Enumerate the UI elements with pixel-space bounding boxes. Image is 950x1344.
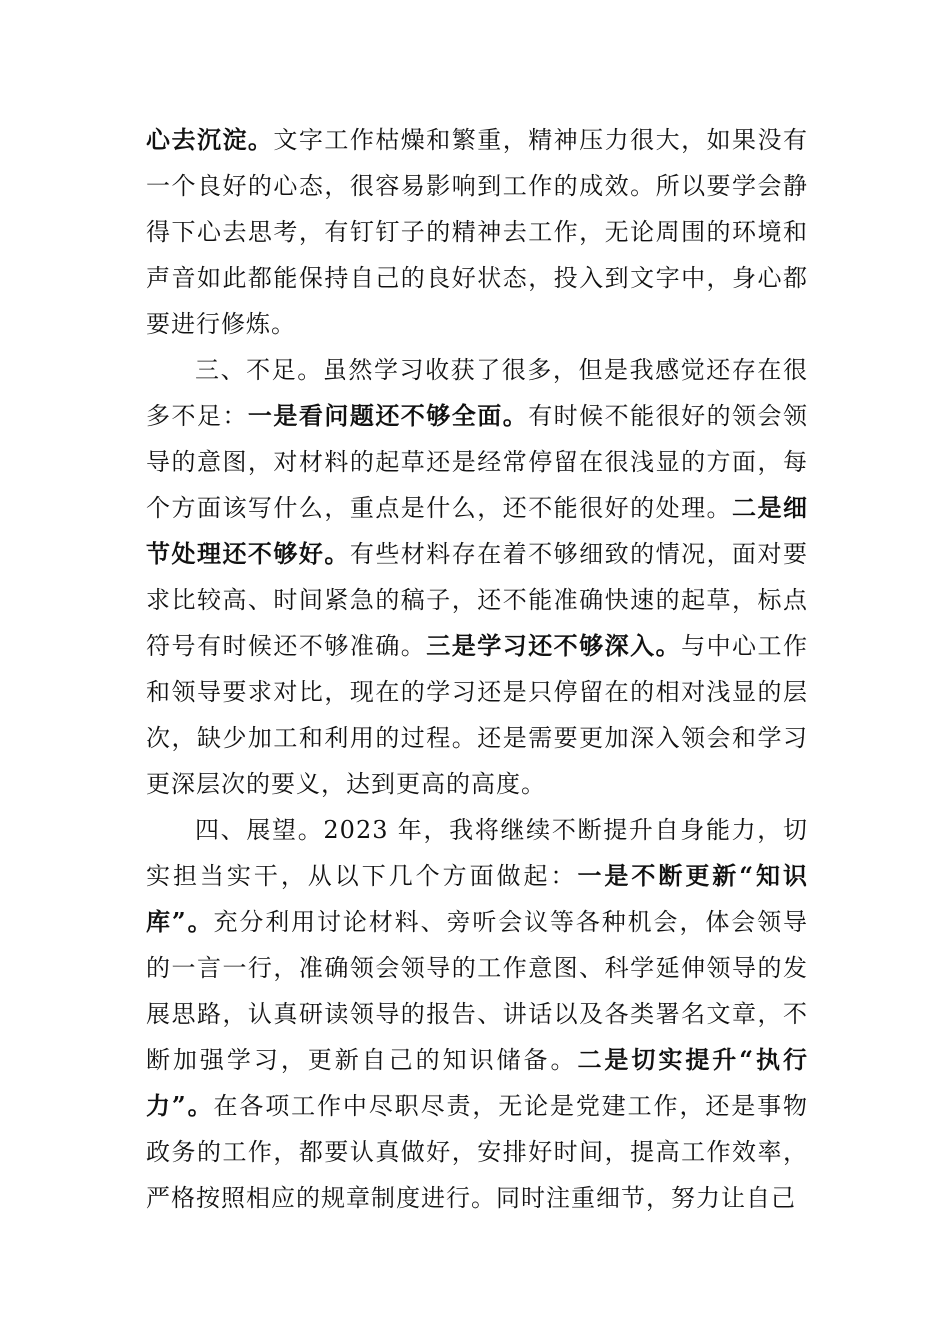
text-run: 在各项工作中尽职尽责，无论是党建工作，还是事物政务的工作，都要认真做好，安排好时间，提高工作效率，严格按照相应的规章制度进行。同时注重细节，努力让自己 xyxy=(146,1092,808,1212)
bold-run: 一是不断更新“知识库”。 xyxy=(146,861,809,936)
text-run: 文字工作枯燥和繁重，精神压力很大，如果没有一个良好的心态，很容易影响到工作的成效。所以要学会静得下心去思考，有钉钉子的精神去工作，无论周围的环境和声音如此都能保持自己的良好状态，投入到文字中，身心都要进行修炼。 xyxy=(146,126,809,338)
text-run: 四、展望。2023 年，我将继续不断提升自身能力，切实担当实干，从以下几个方面做起： xyxy=(146,816,808,890)
paragraph-shortcomings xyxy=(146,347,808,807)
bold-run: 一是看问题还不够全面。 xyxy=(247,401,529,430)
bold-run: 二是切实提升“执行力”。 xyxy=(146,1045,809,1120)
paragraph-continuation xyxy=(146,117,808,347)
bold-run: 心去沉淀。 xyxy=(146,125,274,154)
text-run: 与中心工作和领导要求对比，现在的学习还是只停留在的相对浅显的层次，缺少加工和利用的过程。还是需要更加深入领会和学习更深层次的要义，达到更高的高度。 xyxy=(146,632,809,798)
text-run: 有些材料存在着不够细致的情况，面对要求比较高、时间紧急的稿子，还不能准确快速的起草，标点符号有时候还不够准确。 xyxy=(146,540,809,660)
text-run: 有时候不能很好的领会领导的意图，对材料的起草还是经常停留在很浅显的方面，每个方面该写什么，重点是什么，还不能很好的处理。 xyxy=(146,402,809,522)
bold-run: 二是细节处理还不够好。 xyxy=(146,493,809,568)
bold-run: 三是学习还不够深入。 xyxy=(426,631,682,660)
document-body xyxy=(146,117,808,1221)
paragraph-outlook xyxy=(146,807,808,1221)
text-run: 充分利用讨论材料、旁听会议等各种机会，体会领导的一言一行，准确领会领导的工作意图、科学延伸领导的发展思路，认真研读领导的报告、讲话以及各类署名文章，不断加强学习，更新自己的知识储备。 xyxy=(146,908,808,1074)
text-run: 三、不足。虽然学习收获了很多，但是我感觉还存在很多不足： xyxy=(146,356,808,430)
